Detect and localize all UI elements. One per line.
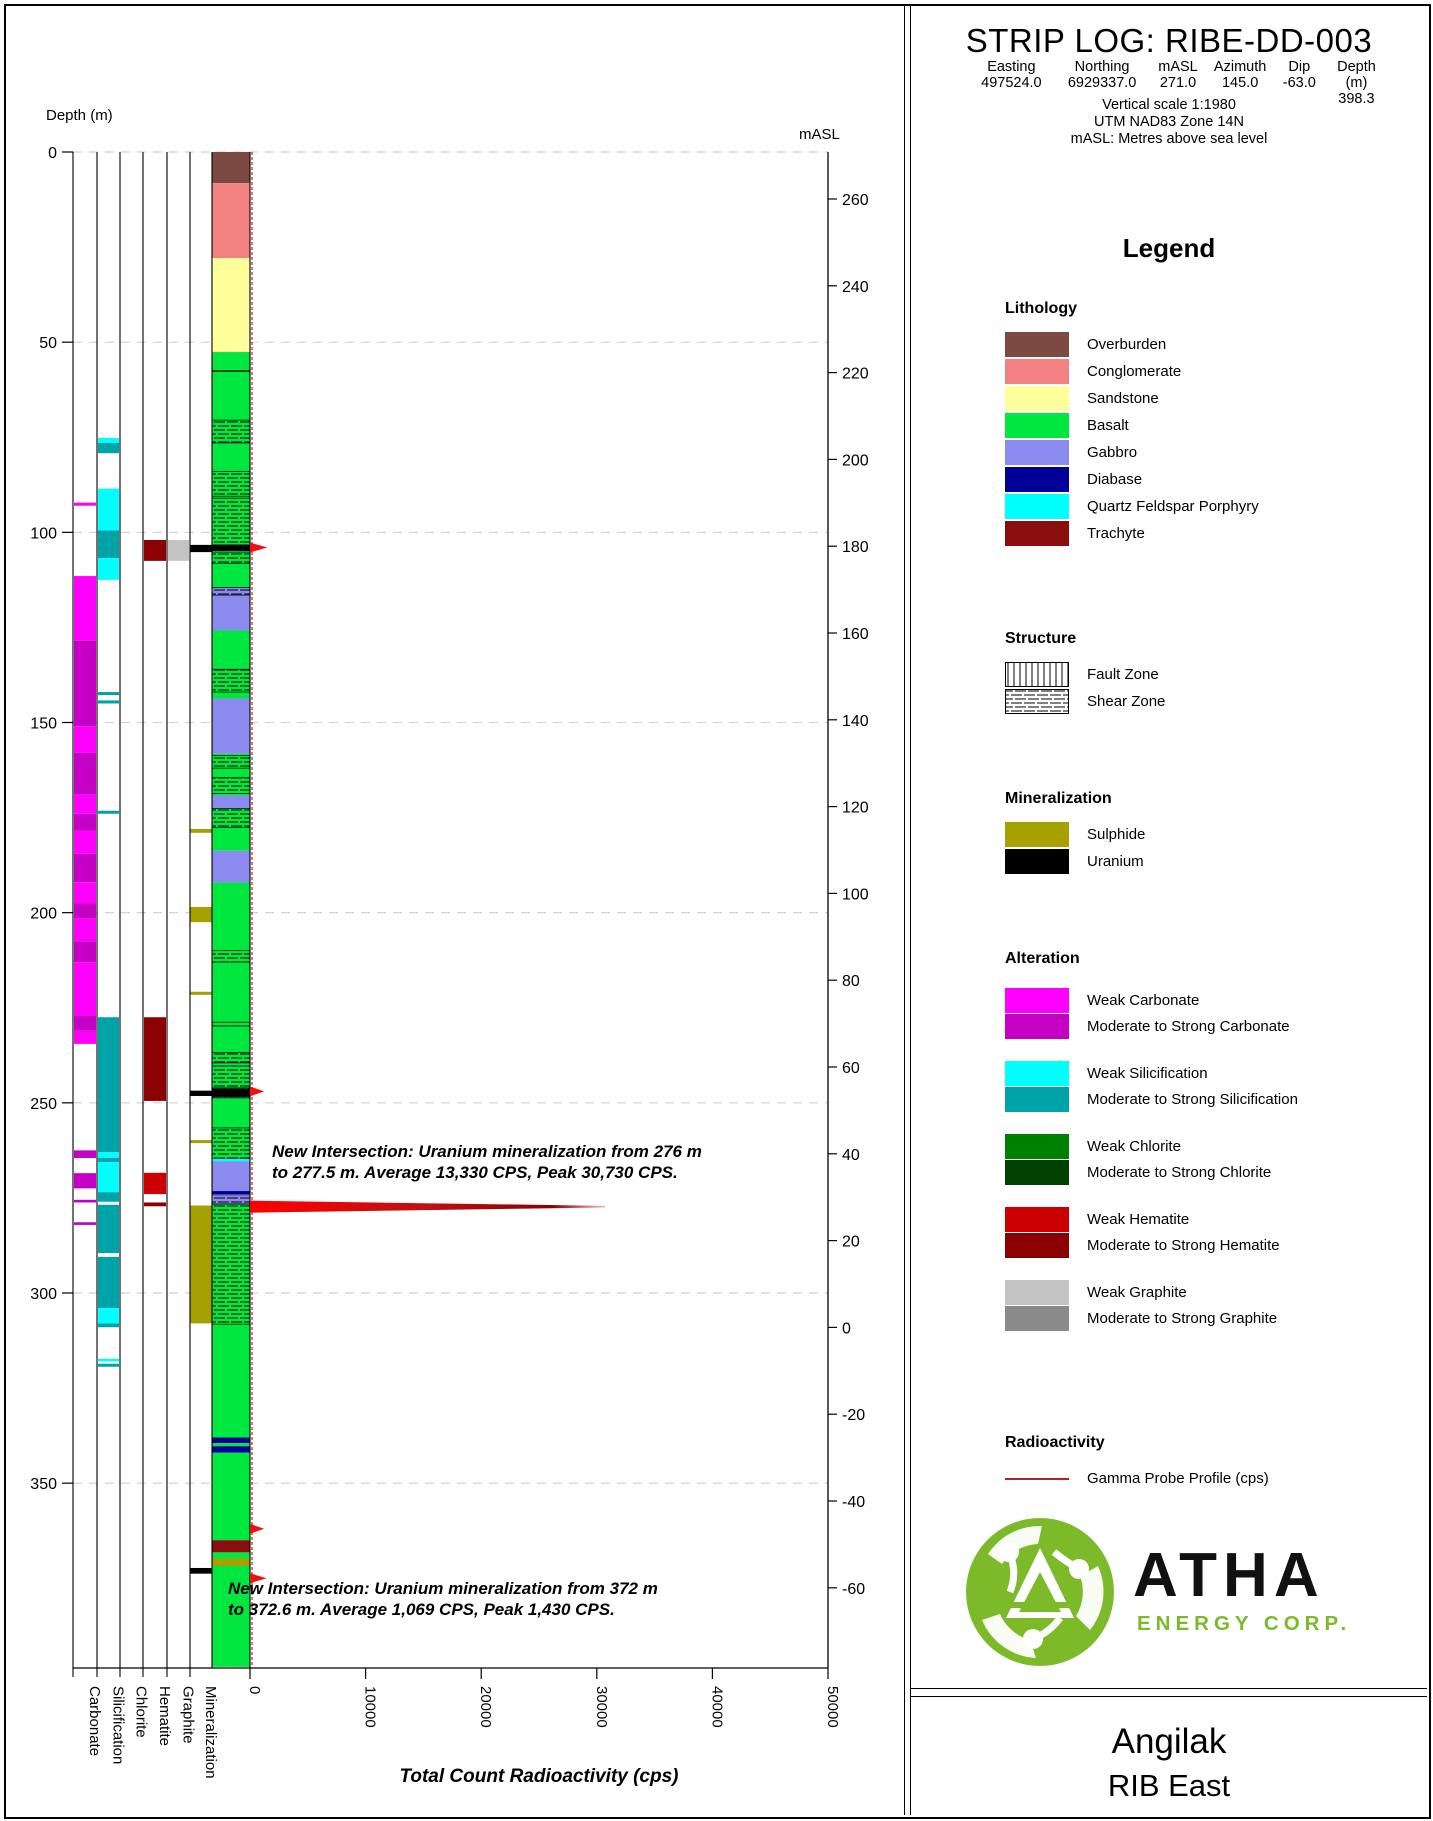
atha-subtitle: ENERGY CORP.	[1137, 1612, 1352, 1635]
footer-divider-top	[910, 1688, 1427, 1689]
legend-alteration-group	[1005, 1207, 1298, 1258]
collar-field-value: 271.0	[1159, 75, 1197, 91]
masl-tick-label: -60	[842, 1580, 866, 1598]
page-title: STRIP LOG: RIBE-DD-003	[965, 22, 1373, 59]
legend-item-label: Moderate to Strong Graphite	[1087, 1310, 1278, 1327]
masl-tick-label: 140	[842, 712, 869, 730]
gamma-line-sample	[1005, 1478, 1069, 1480]
radioactivity-tick-label: 30000	[592, 1686, 610, 1728]
legend-swatch	[1005, 849, 1069, 874]
legend-swatch	[1005, 1134, 1069, 1159]
legend-lithology-section	[1005, 300, 1259, 548]
depth-tick-label: 0	[48, 145, 57, 162]
legend-swatch	[1005, 1233, 1069, 1258]
project-area: RIB East	[1107, 1768, 1231, 1803]
legend-item-alteration-weak	[1005, 1280, 1298, 1305]
legend-swatch	[1005, 494, 1069, 519]
scale-note: Vertical scale 1:1980	[1102, 97, 1236, 113]
depth-tick-label: 150	[30, 715, 57, 733]
legend-item-label: Moderate to Strong Chlorite	[1087, 1164, 1272, 1181]
legend-item-label: Gamma Probe Profile (cps)	[1087, 1470, 1269, 1487]
atha-logo-icon	[958, 1514, 1122, 1674]
annotation-intersection-276m	[272, 1141, 702, 1183]
legend-item-alteration-strong	[1005, 1160, 1298, 1185]
legend-item-lithology	[1005, 494, 1259, 519]
column-label-hematite: Hematite	[156, 1686, 173, 1747]
legend-lithology-items	[1005, 332, 1259, 546]
depth-tick-label: 350	[30, 1476, 57, 1494]
legend-swatch	[1005, 1280, 1069, 1305]
legend-item-alteration-weak	[1005, 1134, 1298, 1159]
masl-tick-label: 0	[842, 1320, 851, 1338]
legend-alteration-group	[1005, 1280, 1298, 1331]
radioactivity-tick-label: 50000	[824, 1686, 841, 1728]
legend-mineralization-items	[1005, 822, 1145, 874]
legend-swatch	[1005, 1014, 1069, 1039]
masl-tick-label: 100	[842, 886, 869, 904]
legend-radioactivity-section	[1005, 1434, 1269, 1489]
legend-item-label: Sandstone	[1087, 390, 1159, 407]
legend-section-heading: Alteration	[1005, 950, 1080, 967]
collar-field-value: 497524.0	[981, 75, 1042, 91]
legend-item-label: Shear Zone	[1087, 693, 1166, 710]
legend-structure-section	[1005, 630, 1165, 716]
legend-structure-items	[1005, 662, 1165, 714]
legend-alteration-group	[1005, 1134, 1298, 1185]
legend-swatch	[1005, 662, 1069, 687]
masl-tick-label: 200	[842, 452, 869, 470]
masl-tick-label: 20	[842, 1233, 860, 1251]
legend-section-heading: Mineralization	[1005, 790, 1112, 807]
legend-alteration-group	[1005, 1061, 1298, 1112]
masl-tick-label: 220	[842, 365, 869, 383]
legend-item-alteration-strong	[1005, 1014, 1298, 1039]
masl-axis-label: mASL	[799, 126, 840, 143]
legend-section-heading: Structure	[1005, 630, 1077, 647]
legend-item-alteration-strong	[1005, 1233, 1298, 1258]
masl-tick-label: 80	[842, 973, 860, 991]
depth-tick-label: 100	[30, 525, 57, 543]
legend-swatch	[1005, 1207, 1069, 1232]
legend-swatch	[1005, 988, 1069, 1013]
legend-section-heading: Lithology	[1005, 300, 1077, 317]
legend-alteration-groups	[1005, 988, 1298, 1331]
legend-item-label: Weak Carbonate	[1087, 992, 1200, 1009]
legend-item-label: Gabbro	[1087, 444, 1138, 461]
radioactivity-tick-label: 10000	[361, 1686, 379, 1728]
legend-swatch	[1005, 1160, 1069, 1185]
legend-swatch	[1005, 822, 1069, 847]
legend-item-structure	[1005, 689, 1165, 714]
radioactivity-tick-label: 40000	[708, 1686, 726, 1728]
annotation-intersection-372m	[228, 1578, 658, 1620]
legend-item-structure	[1005, 662, 1165, 687]
legend-item-alteration-weak	[1005, 1061, 1298, 1086]
legend-item-label: Moderate to Strong Silicification	[1087, 1091, 1298, 1108]
legend-item-alteration-weak	[1005, 988, 1298, 1013]
legend-item-lithology	[1005, 440, 1259, 465]
legend-item-lithology	[1005, 467, 1259, 492]
annotation-line: to 372.6 m. Average 1,069 CPS, Peak 1,430 CPS.	[228, 1600, 615, 1619]
legend-item-label: Moderate to Strong Hematite	[1087, 1237, 1280, 1254]
legend-item-label: Fault Zone	[1087, 666, 1159, 683]
legend-swatch	[1005, 386, 1069, 411]
depth-tick-label: 250	[30, 1095, 57, 1113]
annotation-line: to 277.5 m. Average 13,330 CPS, Peak 30,730 CPS.	[272, 1163, 678, 1182]
legend-swatch	[1005, 359, 1069, 384]
radioactivity-tick-label: 20000	[477, 1686, 495, 1728]
panel-divider-right	[910, 4, 911, 1815]
legend-item-alteration-strong	[1005, 1087, 1298, 1112]
masl-tick-label: 40	[842, 1146, 860, 1164]
legend-swatch	[1005, 1087, 1069, 1112]
legend-swatch	[1005, 332, 1069, 357]
collar-field-value: -63.0	[1282, 75, 1316, 91]
collar-field-value: 398.3	[1338, 91, 1375, 107]
legend-swatch	[1005, 467, 1069, 492]
column-label-mineralization: Mineralization	[202, 1686, 219, 1779]
column-label-graphite: Graphite	[179, 1686, 197, 1744]
masl-tick-label: -40	[842, 1494, 866, 1511]
atha-wordmark: ATHA	[1133, 1541, 1325, 1610]
depth-tick-label: 300	[30, 1285, 57, 1303]
legend-item-lithology	[1005, 386, 1259, 411]
collar-field-value: 6929337.0	[1067, 75, 1137, 91]
collar-field-value: 145.0	[1221, 75, 1259, 91]
legend-item-label: Trachyte	[1087, 525, 1145, 542]
legend-swatch	[1005, 413, 1069, 438]
legend-item-label: Moderate to Strong Carbonate	[1087, 1018, 1290, 1035]
legend-item-label: Conglomerate	[1087, 363, 1182, 380]
legend-item-label: Weak Graphite	[1087, 1284, 1187, 1301]
legend-swatch	[1005, 1061, 1069, 1086]
masl-tick-label: 260	[842, 192, 869, 209]
radioactivity-tick-label: 0	[246, 1686, 263, 1695]
collar-field-label: Azimuth	[1213, 59, 1267, 75]
legend-title: Legend	[1122, 233, 1216, 263]
collar-field-label: Depth (m)	[1337, 59, 1376, 91]
legend-item-label: Weak Chlorite	[1087, 1138, 1181, 1155]
scale-note: mASL: Metres above sea level	[1070, 131, 1268, 147]
legend-swatch	[1005, 440, 1069, 465]
column-label-chlorite: Chlorite	[132, 1686, 150, 1738]
legend-item-alteration-strong	[1005, 1306, 1298, 1331]
annotation-line: New Intersection: Uranium mineralization from 372 m	[228, 1579, 658, 1598]
legend-item-label: Uranium	[1087, 853, 1144, 870]
masl-tick-label: 160	[842, 626, 869, 643]
legend-swatch	[1005, 689, 1069, 714]
column-label-carbonate: Carbonate	[86, 1686, 103, 1757]
legend-mineralization-section	[1005, 790, 1145, 876]
scale-note: UTM NAD83 Zone 14N	[1094, 114, 1244, 130]
masl-tick-label: 120	[842, 799, 869, 817]
project-name: Angilak	[1111, 1722, 1227, 1761]
legend-alteration-section	[1005, 950, 1298, 1353]
legend-item-label: Diabase	[1087, 471, 1143, 488]
legend-item-label: Weak Hematite	[1087, 1211, 1190, 1228]
legend-item-label: Quartz Feldspar Porphyry	[1087, 498, 1259, 515]
legend-item-lithology	[1005, 332, 1259, 357]
legend-item-label: Sulphide	[1087, 826, 1146, 843]
legend-alteration-group	[1005, 988, 1298, 1039]
column-label-silicification: Silicification	[109, 1686, 127, 1765]
legend-item-mineralization	[1005, 849, 1145, 874]
depth-tick-label: 200	[30, 905, 57, 923]
collar-field-label: Northing	[1074, 59, 1130, 75]
radioactivity-axis-label: Total Count Radioactivity (cps)	[399, 1766, 679, 1787]
scale-notes	[913, 97, 1425, 148]
masl-tick-label: 60	[842, 1060, 860, 1077]
legend-item-lithology	[1005, 521, 1259, 546]
legend-item-lithology	[1005, 413, 1259, 438]
legend-item-lithology	[1005, 359, 1259, 384]
collar-field-label: mASL	[1158, 59, 1198, 75]
masl-tick-label: 240	[842, 278, 869, 296]
collar-field-label: Dip	[1288, 59, 1311, 75]
masl-tick-label: 180	[842, 539, 869, 557]
legend-item-alteration-weak	[1005, 1207, 1298, 1232]
legend-swatch	[1005, 521, 1069, 546]
legend-item-label: Overburden	[1087, 336, 1167, 353]
panel-divider-left	[904, 4, 905, 1815]
legend-item-mineralization	[1005, 822, 1145, 847]
depth-tick-label: 50	[39, 335, 57, 353]
collar-field-label: Easting	[987, 59, 1036, 75]
legend-item-label: Basalt	[1087, 417, 1129, 434]
footer-divider-bottom	[910, 1696, 1427, 1697]
legend-swatch	[1005, 1306, 1069, 1331]
masl-tick-label: -20	[842, 1407, 866, 1425]
annotation-line: New Intersection: Uranium mineralization from 276 m	[272, 1142, 702, 1161]
legend-section-heading: Radioactivity	[1005, 1434, 1105, 1451]
depth-axis-label: Depth (m)	[46, 107, 113, 124]
legend-item-label: Weak Silicification	[1087, 1065, 1208, 1082]
